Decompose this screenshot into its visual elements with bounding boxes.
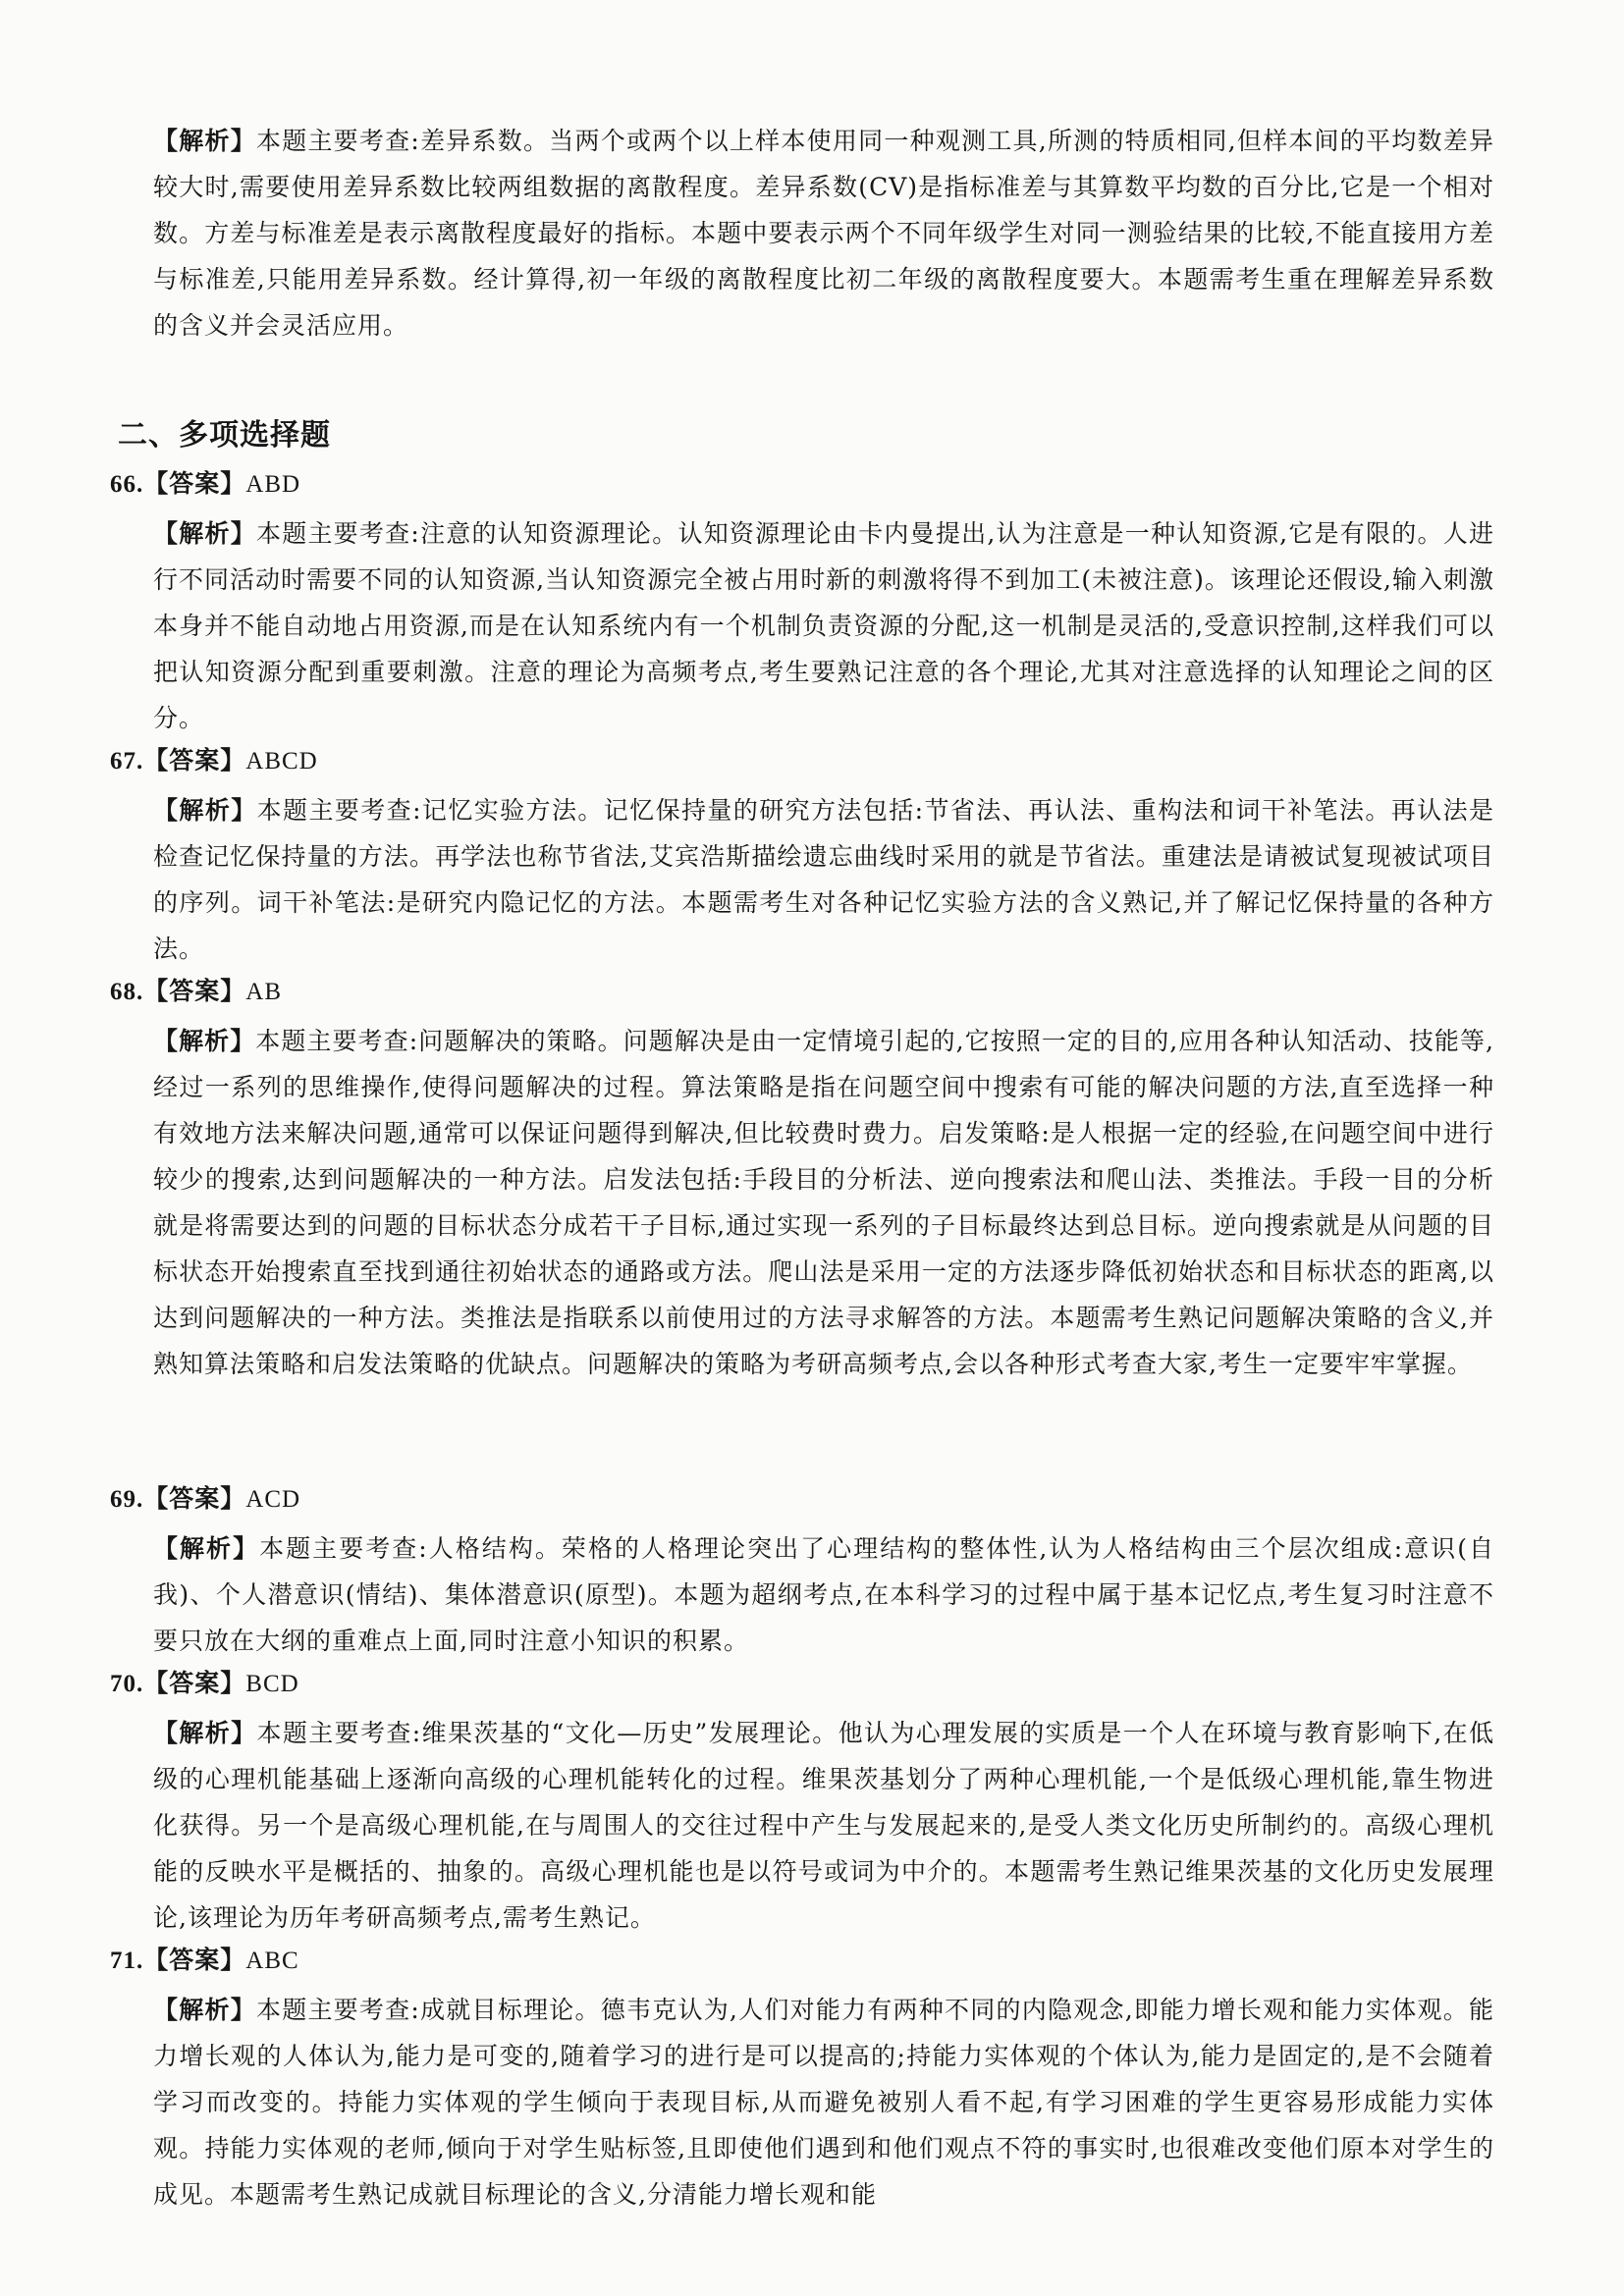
intro-analysis-text: 本题主要考查:差异系数。当两个或两个以上样本使用同一种观测工具,所测的特质相同,但样本间的平均数差异较大时,需要使用差异系数比较两组数据的离散程度。差异系数(CV)是指标准差与其算数平均数的百分比,它是一个相对数。方差与标准差是表示离散程度最好的指标。本题中要表示两个不同年级学生对同一测验结果的比较,不能直接用方差与标准差,只能用差异系数。经计算得,初一年级的离散程度比初二年级的离散程度要大。本题需考生重在理解差异系数的含义并会灵活应用。 — [153, 127, 1494, 340]
question-66-analysis — [153, 510, 1494, 741]
section-title: 二、多项选择题 — [118, 418, 331, 453]
question-number: 71. — [110, 1948, 144, 1974]
analysis-tag: 【解析】 — [153, 1027, 256, 1055]
answer-value: ACD — [245, 1486, 301, 1513]
question-number: 67. — [110, 748, 144, 774]
analysis-tag: 【解析】 — [153, 796, 257, 825]
question-69-analysis — [153, 1525, 1494, 1664]
question-number: 66. — [110, 471, 144, 498]
answer-tag: 【答案】 — [143, 469, 246, 498]
question-number: 69. — [110, 1486, 144, 1513]
question-67-header — [110, 741, 318, 776]
answer-value: ABC — [245, 1948, 299, 1974]
question-number: 70. — [110, 1671, 144, 1697]
question-68-analysis — [153, 1018, 1494, 1479]
analysis-text: 本题主要考查:维果茨基的“文化—历史”发展理论。他认为心理发展的实质是一个人在环境与教育影响下,在低级的心理机能基础上逐渐向高级的心理机能转化的过程。维果茨基划分了两种心理机能,一个是低级心理机能,靠生物进化获得。另一个是高级心理机能,在与周围人的交往过程中产生与发展起来的,是受人类文化历史所制约的。高级心理机能的反映水平是概括的、抽象的。高级心理机能也是以符号或词为中介的。本题需考生熟记维果茨基的文化历史发展理论,该理论为历年考研高频考点,需考生熟记。 — [153, 1719, 1494, 1932]
answer-value: ABCD — [245, 748, 318, 774]
question-70-header — [110, 1664, 299, 1699]
answer-value: AB — [245, 979, 282, 1005]
analysis-tag: 【解析】 — [153, 519, 256, 548]
answer-value: ABD — [245, 471, 301, 498]
question-71-header — [110, 1941, 299, 1976]
analysis-text: 本题主要考查:成就目标理论。德韦克认为,人们对能力有两种不同的内隐观念,即能力增长观和能力实体观。能力增长观的人体认为,能力是可变的,随着学习的进行是可以提高的;持能力实体观的个体认为,能力是固定的,是不会随着学习而改变的。持能力实体观的学生倾向于表现目标,从而避免被别人看不起,有学习困难的学生更容易形成能力实体观。持能力实体观的老师,倾向于对学生贴标签,且即使他们遇到和他们观点不符的事实时,也很难改变他们原本对学生的成见。本题需考生熟记成就目标理论的含义,分清能力增长观和能 — [153, 1996, 1494, 2209]
answer-tag: 【答案】 — [143, 746, 246, 774]
answer-tag: 【答案】 — [143, 1669, 246, 1697]
question-68-header — [110, 972, 282, 1007]
analysis-text: 本题主要考查:记忆实验方法。记忆保持量的研究方法包括:节省法、再认法、重构法和词干补笔法。再认法是检查记忆保持量的方法。再学法也称节省法,艾宾浩斯描绘遗忘曲线时采用的就是节省法。重建法是请被试复现被试项目的序列。词干补笔法:是研究内隐记忆的方法。本题需考生对各种记忆实验方法的含义熟记,并了解记忆保持量的各种方法。 — [153, 796, 1494, 963]
analysis-tag: 【解析】 — [153, 1534, 260, 1563]
intro-analysis — [153, 118, 1494, 348]
analysis-tag: 【解析】 — [153, 1719, 257, 1747]
question-66-header — [110, 464, 300, 500]
question-number: 68. — [110, 979, 144, 1005]
question-67-analysis — [153, 787, 1494, 972]
analysis-text: 本题主要考查:问题解决的策略。问题解决是由一定情境引起的,它按照一定的目的,应用各种认知活动、技能等,经过一系列的思维操作,使得问题解决的过程。算法策略是指在问题空间中搜索有可能的解决问题的方法,直至选择一种有效地方法来解决问题,通常可以保证问题得到解决,但比较费时费力。启发策略:是人根据一定的经验,在问题空间中进行较少的搜索,达到问题解决的一种方法。启发法包括:手段目的分析法、逆向搜索法和爬山法、类推法。手段一目的分析就是将需要达到的问题的目标状态分成若干子目标,通过实现一系列的子目标最终达到总目标。逆向搜索就是从问题的目标状态开始搜索直至找到通往初始状态的通路或方法。爬山法是采用一定的方法逐步降低初始状态和目标状态的距离,以达到问题解决的一种方法。类推法是指联系以前使用过的方法寻求解答的方法。本题需考生熟记问题解决策略的含义,并熟知算法策略和启发法策略的优缺点。问题解决的策略为考研高频考点,会以各种形式考查大家,考生一定要牢牢掌握。 — [153, 1027, 1494, 1378]
answer-tag: 【答案】 — [143, 1484, 246, 1513]
analysis-tag: 【解析】 — [153, 1996, 256, 2024]
analysis-text: 本题主要考查:人格结构。荣格的人格理论突出了心理结构的整体性,认为人格结构由三个层次组成:意识(自我)、个人潜意识(情结)、集体潜意识(原型)。本题为超纲考点,在本科学习的过程中属于基本记忆点,考生复习时注意不要只放在大纲的重难点上面,同时注意小知识的积累。 — [153, 1534, 1494, 1655]
question-70-analysis — [153, 1710, 1494, 1941]
answer-tag: 【答案】 — [143, 977, 246, 1005]
analysis-text: 本题主要考查:注意的认知资源理论。认知资源理论由卡内曼提出,认为注意是一种认知资源,它是有限的。人进行不同活动时需要不同的认知资源,当认知资源完全被占用时新的刺激将得不到加工(未被注意)。该理论还假设,输入刺激本身并不能自动地占用资源,而是在认知系统内有一个机制负责资源的分配,这一机制是灵活的,受意识控制,这样我们可以把认知资源分配到重要刺激。注意的理论为高频考点,考生要熟记注意的各个理论,尤其对注意选择的认知理论之间的区分。 — [153, 519, 1494, 732]
analysis-tag: 【解析】 — [153, 127, 256, 155]
answer-tag: 【答案】 — [143, 1946, 246, 1974]
question-71-analysis — [153, 1987, 1494, 2264]
question-69-header — [110, 1479, 300, 1515]
answer-value: BCD — [245, 1671, 299, 1697]
